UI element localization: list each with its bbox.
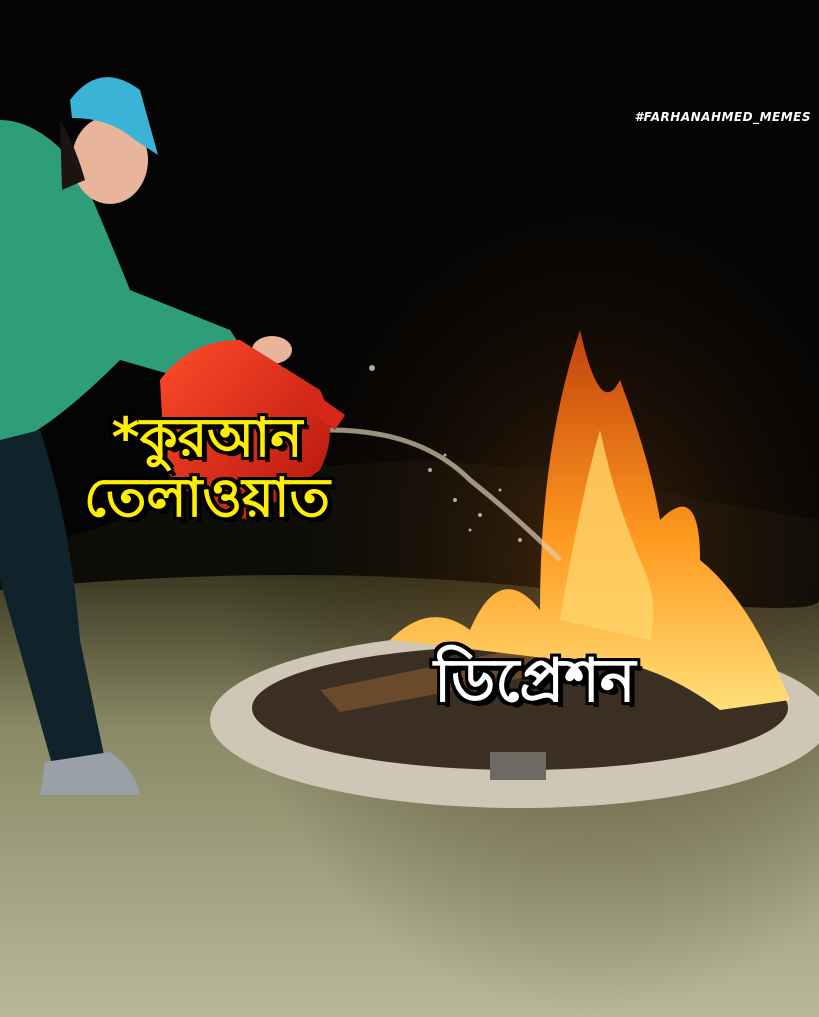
stone-block	[490, 752, 546, 780]
caption-line-2: তেলাওয়াত	[84, 466, 331, 530]
watermark-text: #FARHANAHMED_MEMES	[634, 110, 811, 124]
caption-line-1: *কুরআন	[111, 406, 303, 469]
caption-quran-recitation	[84, 408, 330, 529]
caption-depression: ডিপ্রেশন	[434, 646, 636, 716]
